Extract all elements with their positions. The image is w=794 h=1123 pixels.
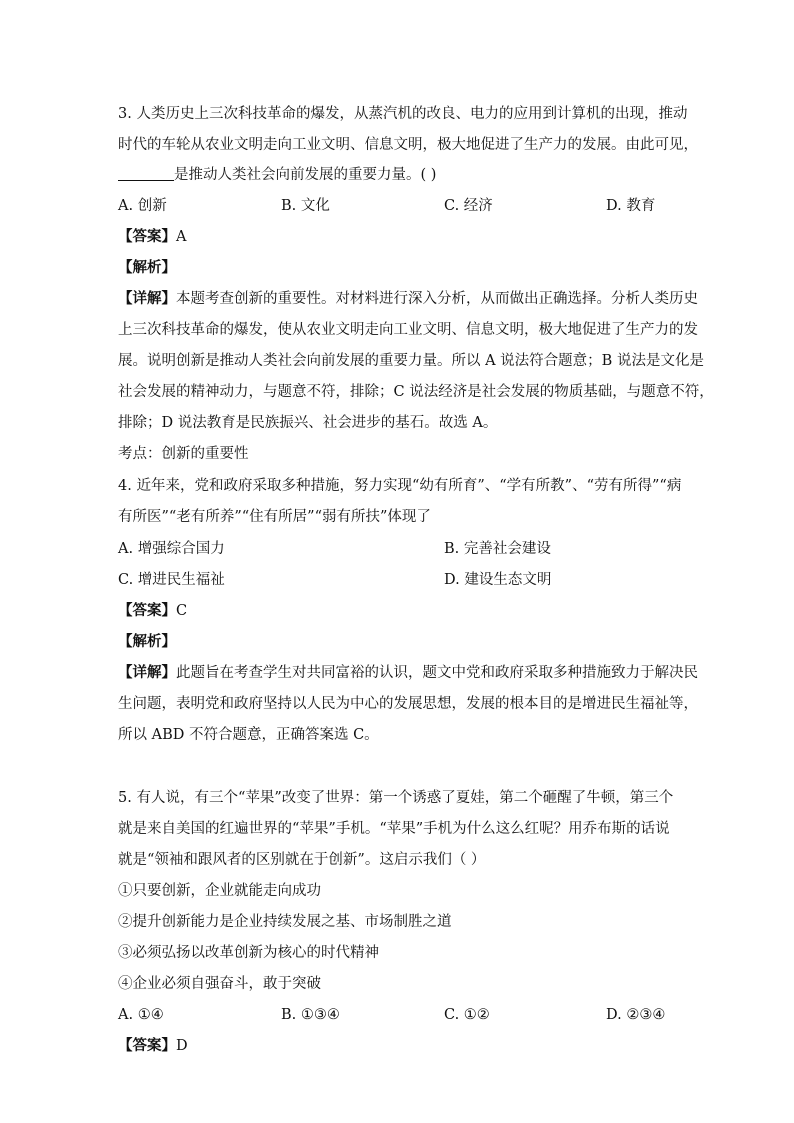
q5-item-3: ③必须弘扬以改革创新为核心的时代精神 — [118, 945, 379, 961]
q5-answer — [118, 1036, 188, 1056]
q4-option-c: C. 增进民生福祉 — [118, 572, 225, 588]
answer-value: C — [176, 603, 188, 619]
q4-option-a: A. 增强综合国力 — [118, 541, 225, 557]
q4-detail-text-1: 此题旨在考查学生对共同富裕的认识，题文中党和政府采取多种措施致力于解决民 — [176, 665, 698, 681]
q4-stem-line-1: 4. 近年来，党和政府采取多种措施，努力实现“幼有所育”、“学有所教”、“劳有所得”“病 — [118, 478, 682, 494]
q3-option-c: C. 经济 — [444, 198, 493, 214]
q3-answer — [118, 227, 186, 247]
q3-kaodian: 考点：创新的重要性 — [118, 446, 249, 462]
answer-value: A — [176, 229, 187, 245]
q3-stem-line-2: 时代的车轮从农业文明走向工业文明、信息文明，极大地促进了生产力的发展。由此可见， — [118, 137, 698, 153]
answer-tag: 【答案】 — [118, 1037, 176, 1054]
q3-option-b: B. 文化 — [281, 198, 330, 214]
detail-tag: 【详解】 — [118, 664, 176, 681]
q4-detail-line-1 — [118, 663, 698, 683]
q5-item-2: ②提升创新能力是企业持续发展之基、市场制胜之道 — [118, 914, 452, 930]
fill-blank — [118, 166, 174, 181]
detail-tag: 【详解】 — [118, 290, 176, 307]
q3-analysis-tag: 【解析】 — [118, 259, 176, 276]
q5-item-4: ④企业必须自强奋斗，敢于突破 — [118, 976, 321, 992]
q3-stem-line-3-text: 是推动人类社会向前发展的重要力量。( ) — [174, 167, 437, 183]
q4-option-d: D. 建设生态文明 — [444, 572, 552, 588]
q3-option-a: A. 创新 — [118, 198, 167, 214]
q3-detail-line-4: 社会发展的精神动力，与题意不符，排除；C 说法经济是社会发展的物质基础，与题意不符， — [118, 384, 714, 400]
q3-option-d: D. 教育 — [606, 198, 656, 214]
q4-stem-line-2: 有所医”“老有所养”“住有所居”“弱有所扶”体现了 — [118, 509, 431, 525]
q3-detail-line-1 — [118, 289, 698, 309]
q5-option-d: D. ②③④ — [606, 1007, 666, 1023]
q5-stem-line-1: 5. 有人说，有三个“苹果”改变了世界：第一个诱惑了夏娃，第二个砸醒了牛顿，第三个 — [118, 790, 674, 806]
q3-detail-line-2: 上三次科技革命的爆发，使从农业文明走向工业文明、信息文明，极大地促进了生产力的发 — [118, 322, 698, 338]
q4-detail-line-3: 所以 ABD 不符合题意，正确答案选 C。 — [118, 727, 379, 743]
q4-option-b: B. 完善社会建设 — [444, 541, 551, 557]
q5-stem-line-2: 就是来自美国的红遍世界的“苹果”手机。“苹果”手机为什么这么红呢？用乔布斯的话说 — [118, 821, 670, 837]
answer-tag: 【答案】 — [118, 228, 176, 245]
q3-stem-line-1: 3. 人类历史上三次科技革命的爆发，从蒸汽机的改良、电力的应用到计算机的出现，推动 — [118, 106, 688, 122]
q5-option-c: C. ①② — [444, 1007, 490, 1023]
q4-answer — [118, 601, 187, 621]
q4-detail-line-2: 生问题，表明党和政府坚持以人民为中心的发展思想，发展的根本目的是增进民生福祉等， — [118, 696, 698, 712]
q5-item-1: ①只要创新，企业就能走向成功 — [118, 883, 321, 899]
q3-detail-line-3: 展。说明创新是推动人类社会向前发展的重要力量。所以 A 说法符合题意；B 说法是文化是 — [118, 353, 704, 369]
q3-detail-text-1: 本题考查创新的重要性。对材料进行深入分析，从而做出正确选择。分析人类历史 — [176, 291, 698, 307]
q5-stem-line-3: 就是“领袖和跟风者的区别就在于创新”。这启示我们（ ） — [118, 852, 486, 868]
answer-tag: 【答案】 — [118, 602, 176, 619]
q3-stem-line-3 — [118, 165, 436, 185]
q5-option-b: B. ①③④ — [281, 1007, 340, 1023]
answer-value: D — [176, 1038, 188, 1054]
q4-analysis-tag: 【解析】 — [118, 633, 176, 650]
q3-detail-line-5: 排除；D 说法教育是民族振兴、社会进步的基石。故选 A。 — [118, 415, 498, 431]
q5-option-a: A. ①④ — [118, 1007, 164, 1023]
